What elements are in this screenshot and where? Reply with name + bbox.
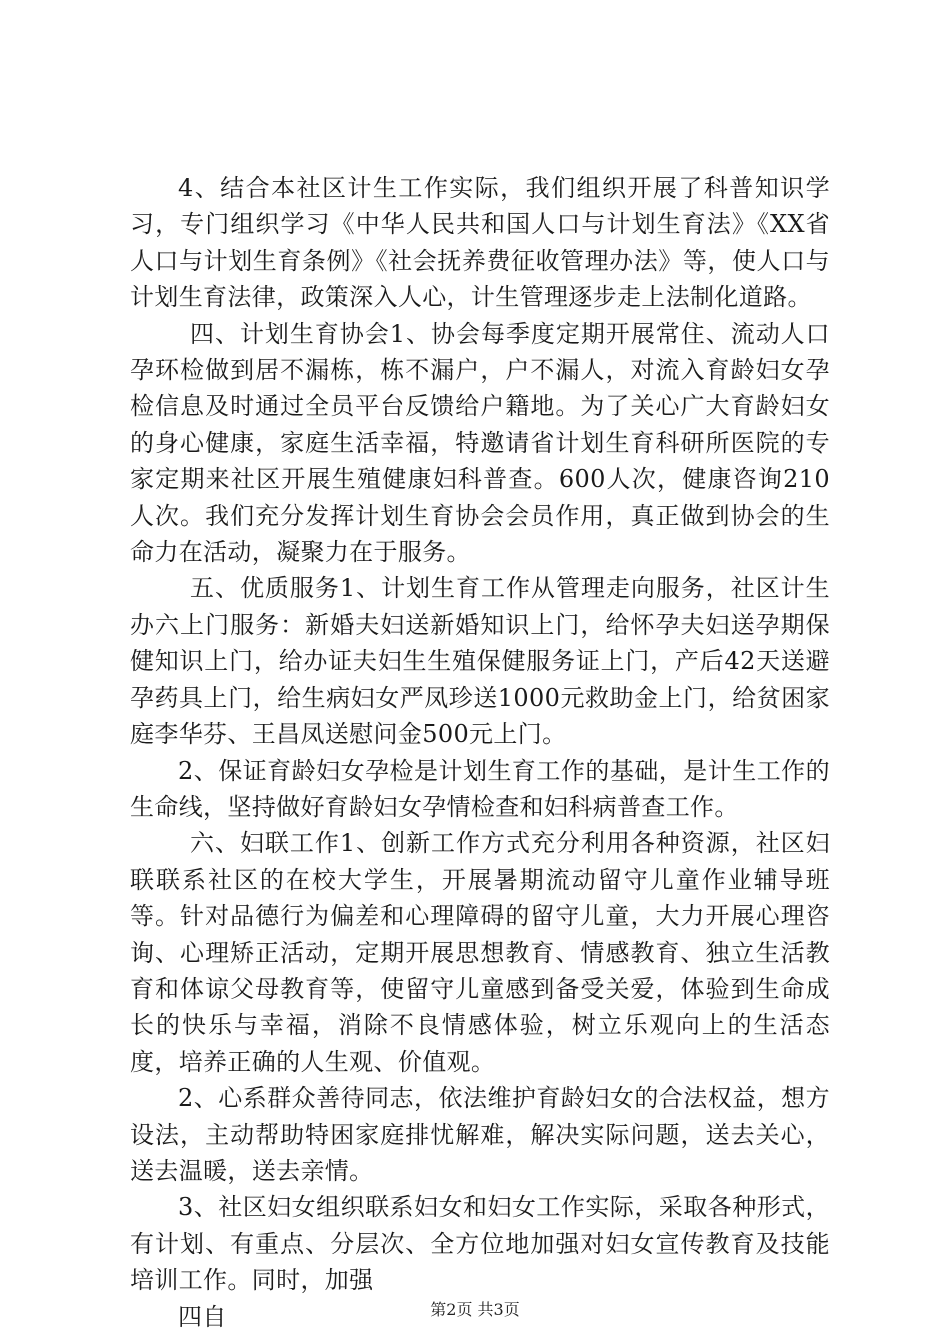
paragraph-womens-federation: 六、妇联工作1、创新工作方式充分利用各种资源，社区妇联联系社区的在校大学生，开展暑期流动留守儿童作业辅导班等。针对品德行为偏差和心理障碍的留守儿童，大力开展心理咨询、心理矫正活动，定期开展思想教育、情感教育、独立生活教育和体谅父母教育等，使留守儿童感到备受关爱，体验到生命成长的快乐与幸福，消除不良情感体验，树立乐观向上的生活态度，培养正确的人生观、价值观。 [130,829,830,1076]
paragraph-care-for-masses: 2、心系群众善待同志，依法维护育龄妇女的合法权益，想方设法，主动帮助特困家庭排忧解难，解决实际问题，送去关心，送去温暖，送去亲情。 [130,1084,830,1185]
paragraph-family-planning-association: 四、计划生育协会1、协会每季度定期开展常住、流动人口孕环检做到居不漏栋，栋不漏户，户不漏人，对流入育龄妇女孕检信息及时通过全员平台反馈给户籍地。为了关心广大育龄妇女的身心健康，家庭生活幸福，特邀请省计划生育科研所医院的专家定期来社区开展生殖健康妇科普查。600人次，健康咨询210人次。我们充分发挥计划生育协会会员作用，真正做到协会的生命力在活动，凝聚力在于服务。 [130,319,830,567]
paragraph-truncated-fragment: 四自 [178,1302,227,1331]
paragraph-quality-service: 五、优质服务1、计划生育工作从管理走向服务，社区计生办六上门服务：新婚夫妇送新婚知识上门，给怀孕夫妇送孕期保健知识上门，给办证夫妇生生殖保健服务证上门，产后42天送避孕药具上门，给生病妇女严凤珍送1000元救助金上门，给贫困家庭李华芬、王昌凤送慰问金500元上门。 [130,574,830,749]
paragraph-pregnancy-check: 2、保证育龄妇女孕检是计划生育工作的基础，是计生工作的生命线，坚持做好育龄妇女孕情检查和妇科病普查工作。 [130,756,830,821]
page-number-label: 第2页 共3页 [430,1300,520,1319]
document-body [130,170,830,1335]
paragraph-womens-organization: 3、社区妇女组织联系妇女和妇女工作实际，采取各种形式，有计划、有重点、分层次、全方位地加强对妇女宣传教育及技能培训工作。同时，加强 [130,1193,830,1295]
paragraph-legal-study: 4、结合本社区计生工作实际，我们组织开展了科普知识学习，专门组织学习《中华人民共和国人口与计划生育法》《XX省人口与计划生育条例》《社会抚养费征收管理办法》等，使人口与计划生育法律，政策深入人心，计生管理逐步走上法制化道路。 [130,174,830,312]
page-footer [0,1300,950,1320]
